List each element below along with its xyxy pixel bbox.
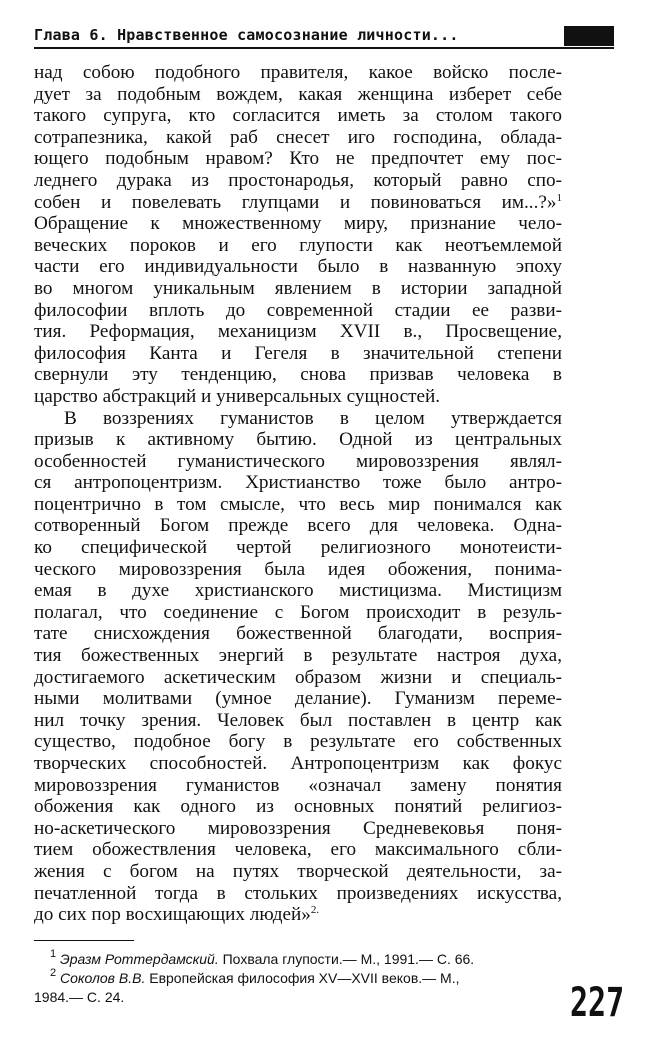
- text-line: леднего дурака из простонародья, который равно спо-: [34, 169, 562, 191]
- text-line: свернули эту тенденцию, снова призвав человека в: [34, 364, 562, 386]
- text-line: существо, подобное богу в результате его собственных: [34, 731, 562, 753]
- text-line: царство абстракций и универсальных сущностей.: [34, 385, 441, 407]
- text-line: ко специфической чертой религиозного монотеисти-: [34, 537, 562, 559]
- text-line: нил точку зрения. Человек был поставлен в центр как: [34, 709, 562, 731]
- footnote-author: Эразм Роттердамский.: [60, 951, 219, 967]
- text-line-with-note: [34, 192, 562, 214]
- text-line: творческих способностей. Антропоцентризм как фокус: [34, 753, 562, 774]
- text-line: веческих пороков и его глупости как неотъемлемой: [34, 234, 562, 256]
- text-line: полагал, что соединение с Богом происходит в резуль-: [34, 601, 562, 623]
- text-line: ческого мировоззрения была идея обожения, понима-: [34, 558, 562, 580]
- text-line: философия Канта и Гегеля в значительной степени: [34, 342, 562, 364]
- footnote-1: [34, 950, 562, 969]
- text-line: поцентрично в том смысле, что весь мир понимался как: [34, 493, 562, 515]
- header-block: [564, 26, 614, 46]
- footnotes: [34, 950, 562, 1007]
- text-line-with-note: [34, 904, 562, 926]
- text-line: обожения как одного из основных понятий религиоз-: [34, 796, 562, 818]
- text-line: жения с богом на путях творческой деятельности, за-: [34, 860, 562, 882]
- running-header: [34, 24, 614, 50]
- page-number: 227: [570, 980, 625, 1026]
- text-line: такого супруга, кто согласится иметь за столом такого: [34, 105, 562, 127]
- text-line: В воззрениях гуманистов в целом утверждается: [64, 407, 562, 429]
- main-text: [34, 62, 562, 926]
- text-line: ными молитвами (умное делание). Гуманизм переме-: [34, 688, 562, 710]
- header-rule: [34, 47, 614, 49]
- footnote-text: Похвала глупости.— М., 1991.— С. 66.: [218, 951, 475, 967]
- text-line: ющего подобным нравом? Кто не предпочтет ему пос-: [34, 148, 562, 170]
- text-line: тия божественных энергий в результате настроя духа,: [34, 645, 562, 667]
- text-line: Обращение к множественному миру, признание чело-: [34, 213, 562, 235]
- chapter-title: Глава 6. Нравственное самосознание личности...: [34, 26, 459, 44]
- text-line: но-аскетического мировоззрения Средневековья поня-: [34, 817, 562, 839]
- text-line: над собою подобного правителя, какое войско после-: [34, 62, 562, 83]
- footnote-marker: 2: [50, 967, 57, 979]
- text-line: части его индивидуальности было в названную эпоху: [34, 256, 562, 278]
- text-line: печатленной тогда в стольких произведениях искусства,: [34, 882, 562, 904]
- text-line: достигаемого аскетическим образом жизни и специаль-: [34, 666, 562, 688]
- footnote-ref-2[interactable]: 2.: [310, 904, 320, 917]
- footnote-ref-1[interactable]: 1: [556, 191, 562, 204]
- footnote-2: [34, 969, 562, 988]
- text-line: мировоззрения гуманистов «означал замену понятия: [34, 774, 562, 796]
- text-line: призыв к активному бытию. Одной из центральных: [34, 429, 562, 451]
- text-line: тием обожествления человека, его максимального сбли-: [34, 839, 562, 861]
- text-line: емая в духе христианского мистицизма. Мистицизм: [34, 580, 562, 602]
- text-line-content: собен и повелевать глупцами и повиноваться им...?»: [34, 191, 557, 213]
- footnote-rule: [34, 940, 134, 941]
- text-line: тате снисхождения божественной благодати, восприя-: [34, 623, 562, 645]
- text-line: философии вплоть до современной стадии ее разви-: [34, 299, 562, 321]
- text-line: тия. Реформация, механицизм XVII в., Просвещение,: [34, 321, 562, 343]
- text-line: особенностей гуманистического мировоззрения являл-: [34, 450, 562, 472]
- text-line: ся антропоцентризм. Христианство тоже было антро-: [34, 472, 562, 494]
- footnote-marker: 1: [50, 948, 57, 960]
- text-line-content: до сих пор восхищающих людей»: [34, 904, 311, 926]
- footnote-2-cont: 1984.— С. 24.: [34, 989, 125, 1005]
- text-line: дует за подобным вождем, какая женщина изберет себе: [34, 83, 562, 105]
- footnote-author: Соколов В.В.: [60, 970, 146, 986]
- text-line: во многом уникальным явлением в истории западной: [34, 277, 562, 299]
- footnote-text: Европейская философия XV—XVII веков.— М.,: [145, 970, 460, 986]
- text-line: сотрапезника, какой раб снесет иго господина, облада-: [34, 126, 562, 148]
- text-line: сотворенный Богом прежде всего для человека. Одна-: [34, 515, 562, 537]
